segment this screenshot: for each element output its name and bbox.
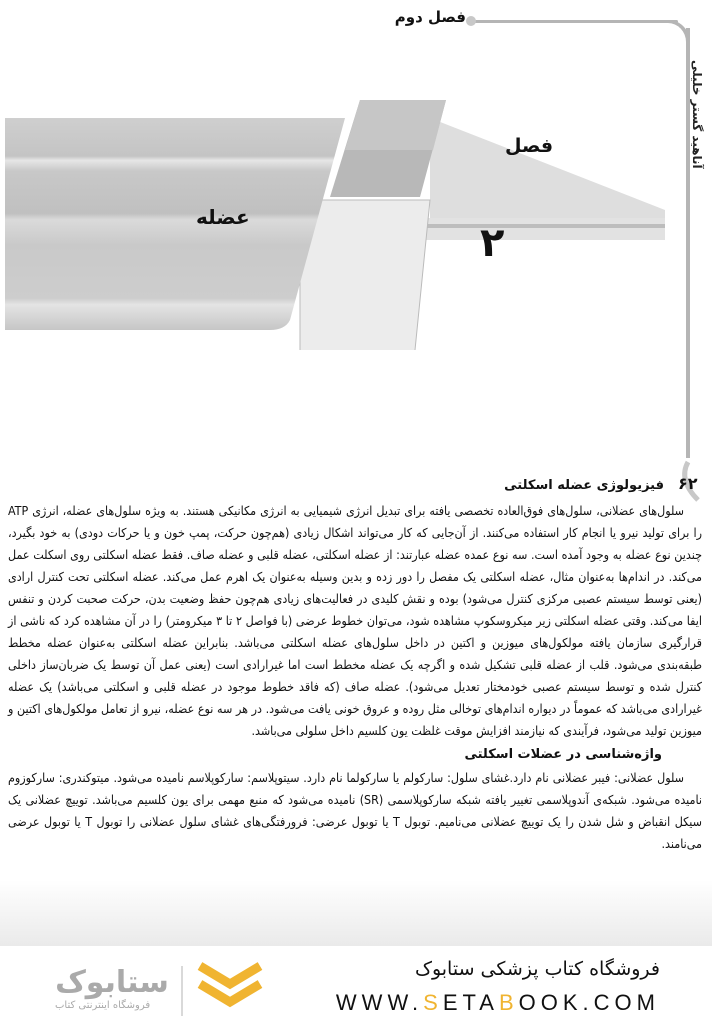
chapter-title: عضله [196, 205, 250, 229]
side-running-text: آناهید گستر خلیلی [690, 60, 704, 169]
store-name: فروشگاه کتاب پزشکی ستابوک [414, 958, 660, 980]
section-heading: فیزیولوژی عضله اسکلتی [504, 478, 664, 493]
header-rule [472, 20, 678, 23]
page-number: ۶۲ [678, 474, 698, 493]
header-dot [466, 16, 476, 26]
url-part: WWW. [335, 990, 424, 1015]
body-paragraph: سلول‌های عضلانی، سلول‌های فوق‌العاده تخصصی یافته برای تبدیل انرژی شیمیایی به انرژی مکانیکی هستند. به ویژه سلول‌های عضله، انرژی ATP را برای تولید نیرو یا انجام کار استفاده می‌کنند. از آن‌جایی که کار می‌تواند اشکال زیادی (هم‌چون حرکت، پمپ خون و یا حرکات دودی) به خود بگیرد، چندین نوع عضله به وجود آمده است. سه نوع عمده عضله عبارتند: از عضله اسکلتی، عضله قلبی و عضله صاف. فقط عضله اسکلتی روی اسکلت عمل می‌کند. در اندام‌ها به‌عنوان مثال، عضله اسکلتی یک مفصل را دور زده و بدین وسیله به‌عنوان یک اهرم عمل می‌کند. عضله اسکلتی تحت کنترل ارادی (یعنی توسط سیستم عصبی مرکزی کنترل می‌شود) بوده و نقش کلیدی در فعالیت‌های زیادی هم‌چون حفظ وضعیت بدن، حرکت صحبت کردن و تنفس ایفا می‌کند. وقتی عضله اسکلتی زیر میکروسکوپ مشاهده شود، می‌توان خطوط عرضی (با فواصل ۲ تا ۳ میکرومتر) را در آن مشاهده کرد که ناشی از قرارگیری سازمان یافته مولکول‌های میوزین و اکتین در داخل سلول‌های عضله اسکلتی می‌باشد. بنابراین عضله اسکلتی به‌عنوان عضله مخطط طبقه‌بندی می‌شود. قلب از عضله قلبی تشکیل شده و اگرچه یک عضله مخطط است اما غیرارادی است (یعنی عمل آن توسط یک ضربان‌ساز داخلی کنترل شده و توسط سیستم عصبی خودمختار تعدیل می‌شود). عضله صاف (که فاقد خطوط موجود در عضله قلبی و اسکلتی می‌باشد) یک عضله غیرارادی می‌باشد که عموماً در دیواره اندام‌های توخالی مثل روده و عروق خونی یافت می‌شود. در هر سه نوع عضله، نیرو از تعامل مولکول‌های اکتین و میوزین تولید می‌شود، فرآیندی که نیازمند افزایش موقت غلظت یون کلسیم داخل سلولی می‌باشد. [8, 503, 703, 738]
chapter-banner [0, 90, 690, 350]
url-part: OOK.COM [518, 990, 660, 1015]
chapter-number: ۲ [480, 220, 505, 266]
store-url[interactable] [336, 990, 660, 1016]
section-heading: واژه‌شناسی در عضلات اسکلتی [464, 747, 662, 762]
body-paragraph: سلول عضلانی: فیبر عضلانی نام دارد.غشای سلول: سارکولم یا سارکولما نام دارد. سیتوپلاسم: سارکوپلاسم نامیده می‌شود. میتوکندری: سارکوزوم نامیده می‌شود. شبکه‌ی آندوپلاسمی تغییر یافته شبکه سارکوپلاسمی (SR) نامیده می‌شود که منبع مهمی برای یون کلسیم می‌باشد. توییچ عضلانی یک سیکل انقباض و شل شدن را یک توییچ عضلانی می‌نامیم. توبول T یا توبول عرضی: فرورفتگی‌های غشای سلول عضلانی را توبول T یا توبول عرضی می‌نامند. [8, 770, 703, 851]
running-chapter-label: فصل دوم [394, 8, 466, 26]
url-part: ETA [442, 990, 499, 1015]
page-fade [0, 880, 712, 946]
url-part: B [498, 990, 519, 1015]
body-text [8, 500, 702, 855]
chapter-word: فصل [505, 135, 554, 157]
logo-text: ستابوک [55, 965, 169, 1000]
url-part: S [423, 990, 443, 1015]
logo-subtitle: فروشگاه اینترنتی کتاب [55, 1000, 151, 1011]
